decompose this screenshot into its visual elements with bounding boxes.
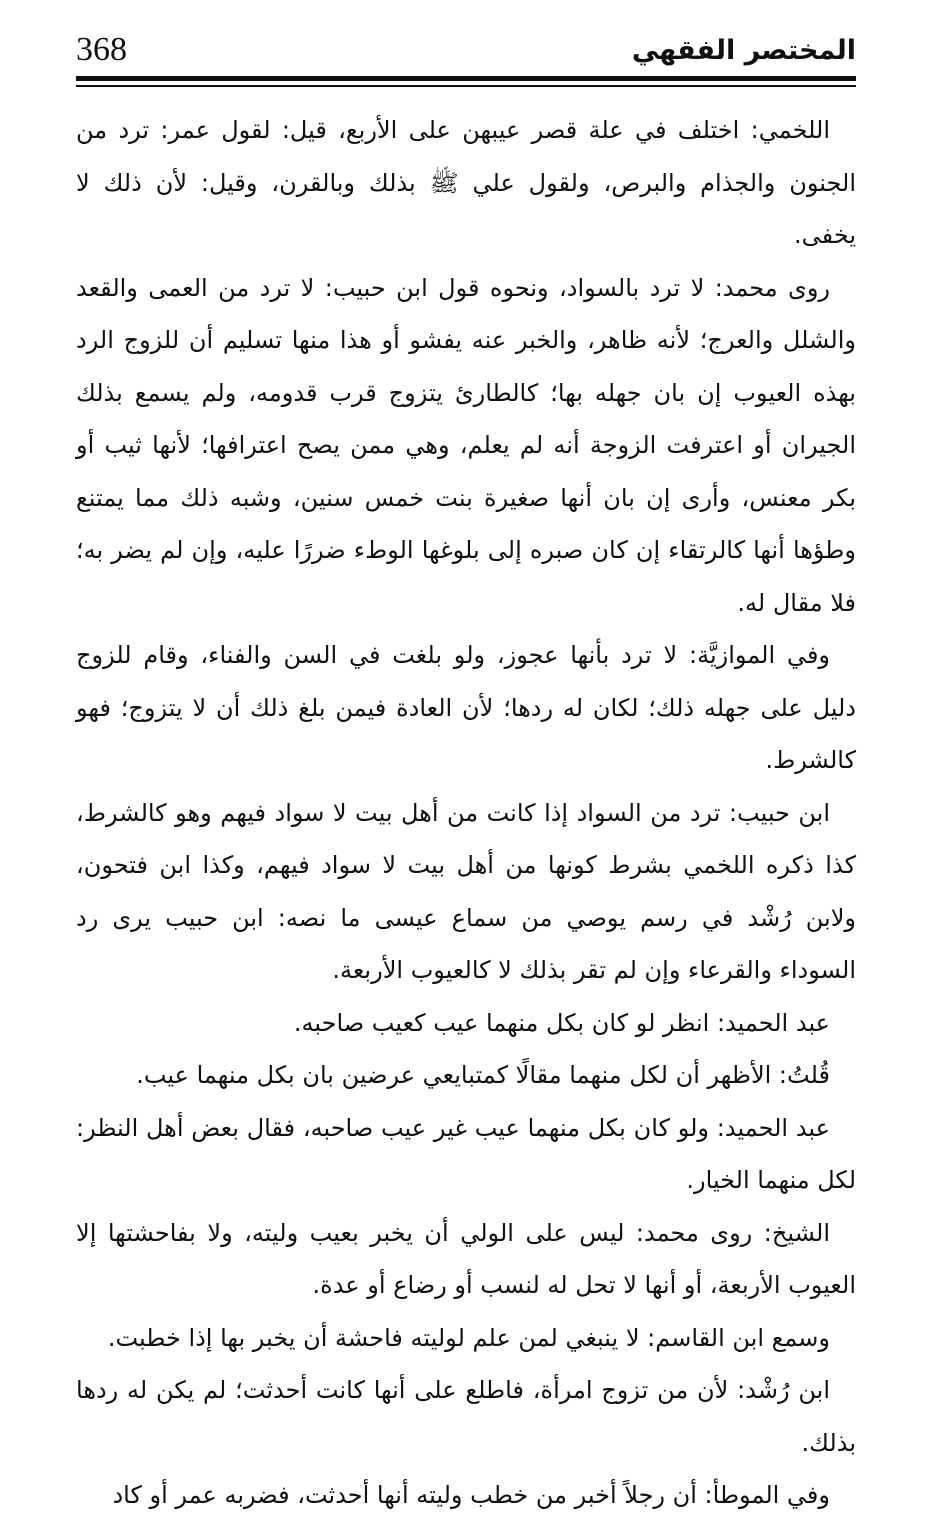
- header-rule-thick: [76, 76, 856, 81]
- header-rule-thin: [76, 85, 856, 87]
- paragraph: الشيخ: روى محمد: ليس على الولي أن يخبر بعيب وليته، ولا بفاحشتها إلا العيوب الأربعة، أو أنها لا تحل له لنسب أو رضاع أو عدة.: [76, 1218, 856, 1299]
- paragraph: ابن رُشْد: لأن من تزوج امرأة، فاطلع على أنها كانت أحدثت؛ لم يكن له ردها بذلك.: [76, 1376, 856, 1457]
- page-header: [76, 30, 856, 78]
- page-number: 368: [76, 31, 127, 68]
- paragraph: اللخمي: اختلف في علة قصر عيبهن على الأربع، قيل: لقول عمر: ترد من الجنون والجذام والبرص، ولقول علي ﷺ بذلك وبالقرن، وقيل: لأن ذلك لا يخفى.: [76, 116, 856, 249]
- running-title: المختصر الفقهي: [631, 35, 856, 66]
- paragraph: عبد الحميد: ولو كان بكل منهما عيب غير عيب صاحبه، فقال بعض أهل النظر: لكل منهما الخيار.: [76, 1113, 856, 1194]
- paragraph: ابن حبيب: ترد من السواد إذا كانت من أهل بيت لا سواد فيهم وهو كالشرط، كذا ذكره اللخمي بشرط كونها من أهل بيت لا سواد فيهم، وكذا ابن فتحون، ولابن رُشْد في رسم يوصي من سماع عيسى ما نصه: ابن حبيب يرى رد السوداء والقرعاء وإن لم تقر بذلك لا كالعيوب الأربعة.: [76, 798, 856, 984]
- paragraph: روى محمد: لا ترد بالسواد، ونحوه قول ابن حبيب: لا ترد من العمى والقعد والشلل والعرج؛ لأنه ظاهر، والخبر عنه يفشو أو هذا منها تسليم أن للزوج الرد بهذه العيوب إن بان جهله بها؛ كالطارئ يتزوج قرب قدومه، ولم يسمع بذلك الجيران أو اعترفت الزوجة أنه لم يعلم، وهي ممن يصح اعترافها؛ لأنها ثيب أو بكر معنس، وأرى إن بان أنها صغيرة بنت خمس سنين، وشبه ذلك مما يمتنع وطؤها أنها كالرتقاء إن كان صبره إلى بلوغها الوطء ضررًا عليه، وإن لم يضر به؛ فلا مقال له.: [76, 273, 856, 617]
- paragraph: قُلتُ: الأظهر أن لكل منهما مقالًا كمتبايعي عرضين بان بكل منهما عيب.: [136, 1061, 830, 1089]
- paragraph: وفي الموازيَّة: لا ترد بأنها عجوز، ولو بلغت في السن والفناء، وقام للزوج دليل على جهله ذلك؛ لكان له ردها؛ لأن العادة فيمن بلغ ذلك أن لا يتزوج؛ فهو كالشرط.: [76, 641, 856, 774]
- page-body: [76, 104, 856, 1522]
- paragraph: وسمع ابن القاسم: لا ينبغي لمن علم لوليته فاحشة أن يخبر بها إذا خطبت.: [107, 1323, 830, 1352]
- paragraph: عبد الحميد: انظر لو كان بكل منهما عيب كعيب صاحبه.: [293, 1008, 830, 1037]
- paragraph: وفي الموطأ: أن رجلاً أخبر من خطب وليته أنها أحدثت، فضربه عمر أو كاد: [112, 1481, 830, 1509]
